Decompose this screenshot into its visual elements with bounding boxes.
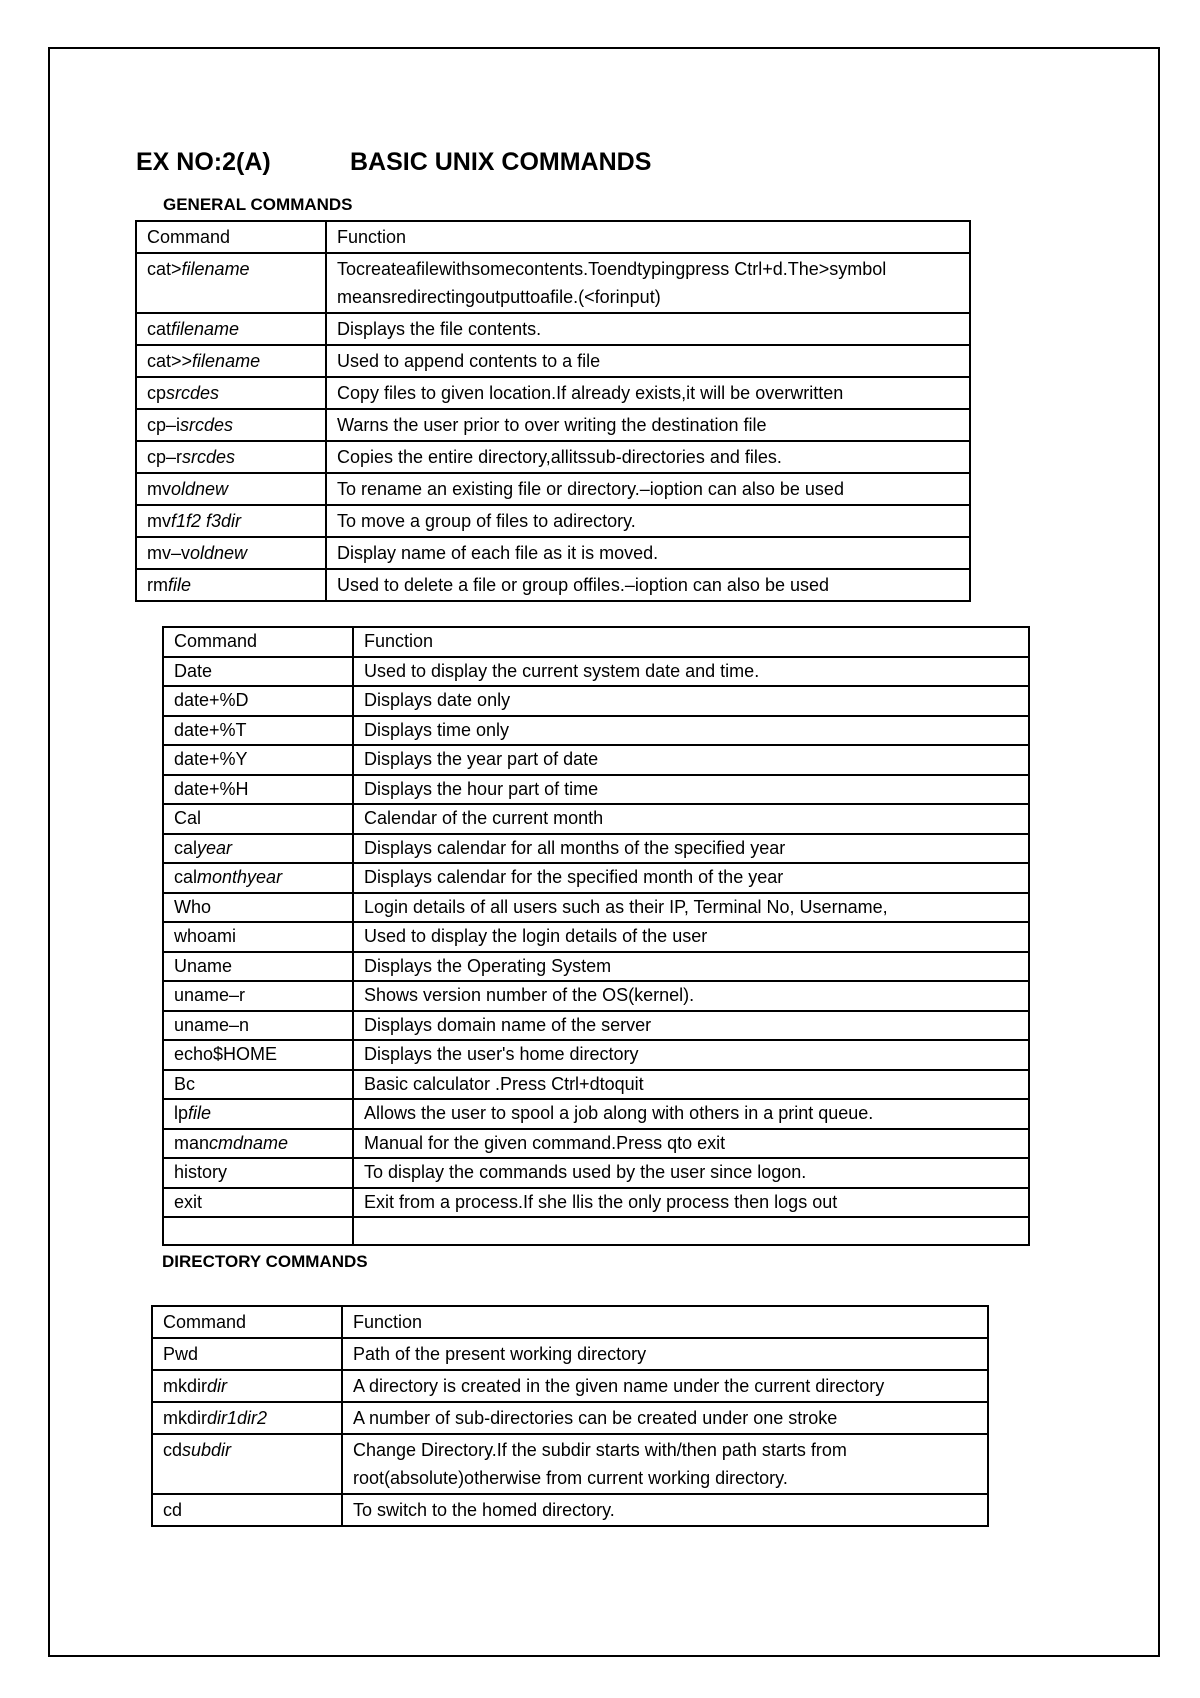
table-row	[136, 377, 970, 409]
table-row	[163, 804, 1029, 834]
function-description: Allows the user to spool a job along with others in a print queue.	[353, 1099, 1029, 1129]
command-cell	[163, 745, 353, 775]
function-description: Displays the file contents.	[326, 313, 970, 345]
command-cell	[163, 657, 353, 687]
command-cell	[163, 1099, 353, 1129]
command-name: cp–r	[147, 447, 183, 467]
command-name: Cal	[174, 808, 202, 828]
command-cell	[163, 863, 353, 893]
function-description: Used to append contents to a file	[326, 345, 970, 377]
command-name: cat>>	[147, 351, 193, 371]
command-name: mv	[147, 479, 171, 499]
table-row	[136, 313, 970, 345]
command-cell	[136, 473, 326, 505]
command-cell	[163, 922, 353, 952]
table-row	[163, 1011, 1029, 1041]
command-name: whoami	[174, 926, 237, 946]
general-commands-table	[135, 220, 971, 602]
function-description: To switch to the homed directory.	[342, 1494, 988, 1526]
table-row	[163, 981, 1029, 1011]
command-name: cd	[163, 1440, 183, 1460]
directory-commands-table	[151, 1305, 989, 1527]
function-description: Displays the user's home directory	[353, 1040, 1029, 1070]
table-row	[136, 473, 970, 505]
function-description: Used to delete a file or group offiles.–ioption can also be used	[326, 569, 970, 601]
command-name: date+%H	[174, 778, 249, 799]
command-cell	[136, 345, 326, 377]
command-cell	[163, 804, 353, 834]
table-row	[163, 1070, 1029, 1100]
function-description: Used to display the current system date and time.	[353, 657, 1029, 687]
header-command: Command	[136, 221, 326, 253]
command-name: cd	[163, 1500, 183, 1520]
command-cell	[163, 775, 353, 805]
command-cell	[136, 313, 326, 345]
table-row	[163, 657, 1029, 687]
function-description: To display the commands used by the user since logon.	[353, 1158, 1029, 1188]
table-row	[163, 745, 1029, 775]
table-row	[163, 863, 1029, 893]
function-description: Shows version number of the OS(kernel).	[353, 981, 1029, 1011]
command-cell	[136, 537, 326, 569]
command-argument: filename	[192, 351, 261, 371]
directory-commands-body	[152, 1306, 988, 1526]
command-cell	[163, 834, 353, 864]
function-description: Used to display the login details of the user	[353, 922, 1029, 952]
command-argument: srcdes	[182, 447, 236, 467]
table-header-row	[163, 627, 1029, 657]
command-cell	[163, 1011, 353, 1041]
command-cell	[152, 1434, 342, 1494]
command-cell	[163, 1070, 353, 1100]
page-title: BASIC UNIX COMMANDS	[350, 148, 652, 176]
table-row	[163, 716, 1029, 746]
function-description: Displays calendar for all months of the specified year	[353, 834, 1029, 864]
function-description: Display name of each file as it is moved.	[326, 537, 970, 569]
table-row	[163, 1099, 1029, 1129]
command-name: uname–r	[174, 985, 246, 1005]
command-name: cat>	[147, 259, 182, 279]
command-cell	[136, 253, 326, 313]
command-argument: oldnew	[171, 479, 229, 499]
command-name: mkdir	[163, 1376, 207, 1396]
exercise-number: EX NO:2(A)	[136, 148, 271, 176]
general-commands-title: GENERAL COMMANDS	[163, 195, 353, 214]
command-name: date+%D	[174, 690, 249, 710]
command-argument: cmdname	[209, 1132, 289, 1153]
table-row	[136, 537, 970, 569]
command-cell	[163, 716, 353, 746]
table-row	[152, 1402, 988, 1434]
command-argument: file	[188, 1103, 212, 1123]
table-row	[136, 505, 970, 537]
general-commands-body	[136, 221, 970, 601]
function-description: Displays the hour part of time	[353, 775, 1029, 805]
table-row	[152, 1494, 988, 1526]
command-argument: monthyear	[197, 867, 283, 887]
command-name: date+%Y	[174, 749, 248, 769]
command-cell	[152, 1370, 342, 1402]
command-name: Who	[174, 896, 212, 917]
function-description: A number of sub-directories can be created under one stroke	[342, 1402, 988, 1434]
command-argument: dir	[207, 1376, 228, 1396]
command-cell	[136, 505, 326, 537]
empty-table-row	[163, 1217, 1029, 1245]
table-row	[152, 1338, 988, 1370]
command-cell	[136, 409, 326, 441]
table-row	[163, 922, 1029, 952]
table-row	[163, 952, 1029, 982]
table-row	[136, 409, 970, 441]
table-row	[163, 775, 1029, 805]
function-description: To move a group of files to adirectory.	[326, 505, 970, 537]
command-name: cal	[174, 867, 198, 887]
function-description: Manual for the given command.Press qto exit	[353, 1129, 1029, 1159]
command-cell	[163, 981, 353, 1011]
command-argument: dir1dir2	[207, 1408, 268, 1428]
command-cell	[163, 1188, 353, 1218]
header-function: Function	[326, 221, 970, 253]
table-row	[163, 1040, 1029, 1070]
function-description: A directory is created in the given name under the current directory	[342, 1370, 988, 1402]
table-header-row	[136, 221, 970, 253]
header-function: Function	[353, 627, 1029, 657]
command-name: date+%T	[174, 719, 247, 740]
table-row	[163, 1158, 1029, 1188]
empty-cell	[353, 1217, 1029, 1245]
command-cell	[163, 1158, 353, 1188]
command-cell	[136, 569, 326, 601]
command-name: echo$HOME	[174, 1044, 278, 1064]
command-name: uname–n	[174, 1014, 250, 1035]
function-description: Displays the Operating System	[353, 952, 1029, 982]
command-argument: srcdes	[166, 383, 220, 403]
function-description: To rename an existing file or directory.–ioption can also be used	[326, 473, 970, 505]
command-argument: filename	[181, 259, 250, 279]
command-cell	[152, 1402, 342, 1434]
command-cell	[163, 893, 353, 923]
command-argument: subdir	[182, 1440, 232, 1460]
command-name: mkdir	[163, 1408, 207, 1428]
command-cell	[152, 1494, 342, 1526]
command-argument: year	[197, 837, 233, 858]
function-description: Warns the user prior to over writing the destination file	[326, 409, 970, 441]
command-name: rm	[147, 575, 168, 595]
command-cell	[136, 377, 326, 409]
command-argument: filename	[171, 319, 240, 339]
command-cell	[163, 686, 353, 716]
command-cell	[136, 441, 326, 473]
function-description: Path of the present working directory	[342, 1338, 988, 1370]
header-command: Command	[152, 1306, 342, 1338]
command-cell	[163, 952, 353, 982]
command-name: Uname	[174, 955, 233, 976]
command-name: mv–v	[147, 543, 191, 563]
command-name: cp	[147, 383, 167, 403]
command-argument: oldnew	[190, 543, 248, 563]
command-name: cat	[147, 319, 172, 339]
function-description: Basic calculator .Press Ctrl+dtoquit	[353, 1070, 1029, 1100]
function-description: Copies the entire directory,allitssub-directories and files.	[326, 441, 970, 473]
command-name: cal	[174, 837, 198, 858]
misc-commands-table	[162, 626, 1030, 1246]
function-description: Displays time only	[353, 716, 1029, 746]
directory-commands-title: DIRECTORY COMMANDS	[162, 1252, 368, 1271]
function-description: Displays the year part of date	[353, 745, 1029, 775]
function-description: Login details of all users such as their IP, Terminal No, Username,	[353, 893, 1029, 923]
function-description: Displays date only	[353, 686, 1029, 716]
function-description: Copy files to given location.If already exists,it will be overwritten	[326, 377, 970, 409]
table-row	[136, 441, 970, 473]
header-command: Command	[163, 627, 353, 657]
table-row	[136, 345, 970, 377]
command-name: history	[174, 1162, 228, 1182]
command-name: man	[174, 1132, 210, 1153]
table-row	[136, 569, 970, 601]
command-argument: file	[168, 575, 192, 595]
function-description: Tocreateafilewithsomecontents.Toendtypingpress Ctrl+d.The>symbol meansredirectingoutputtoafile.(<forinput)	[326, 253, 970, 313]
table-row	[136, 253, 970, 313]
command-name: lp	[174, 1103, 189, 1123]
table-row	[163, 893, 1029, 923]
function-description: Change Directory.If the subdir starts with/then path starts from root(absolute)otherwise from current working directory.	[342, 1434, 988, 1494]
command-name: Bc	[174, 1073, 196, 1094]
command-name: exit	[174, 1191, 203, 1212]
table-row	[163, 1188, 1029, 1218]
command-cell	[152, 1338, 342, 1370]
empty-cell	[163, 1217, 353, 1245]
command-name: Date	[174, 660, 213, 681]
command-name: cp–i	[147, 415, 181, 435]
table-row	[163, 1129, 1029, 1159]
function-description: Exit from a process.If she llis the only process then logs out	[353, 1188, 1029, 1218]
table-row	[152, 1370, 988, 1402]
header-function: Function	[342, 1306, 988, 1338]
command-cell	[163, 1129, 353, 1159]
command-cell	[163, 1040, 353, 1070]
table-row	[163, 686, 1029, 716]
table-header-row	[152, 1306, 988, 1338]
command-name: mv	[147, 511, 171, 531]
command-name: Pwd	[163, 1344, 199, 1364]
misc-commands-body	[163, 627, 1029, 1245]
function-description: Displays calendar for the specified month of the year	[353, 863, 1029, 893]
function-description: Displays domain name of the server	[353, 1011, 1029, 1041]
command-argument: srcdes	[180, 415, 234, 435]
table-row	[163, 834, 1029, 864]
function-description: Calendar of the current month	[353, 804, 1029, 834]
table-row	[152, 1434, 988, 1494]
command-argument: f1f2 f3dir	[171, 511, 242, 531]
